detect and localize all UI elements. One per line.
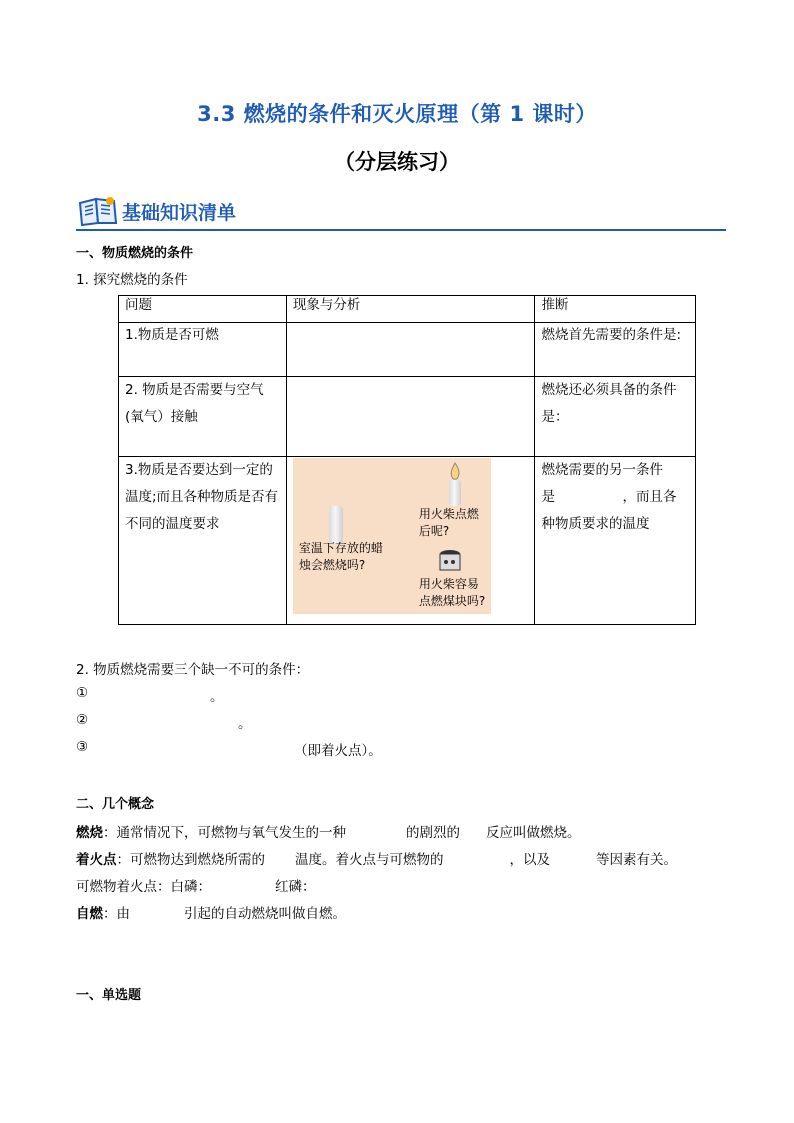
row2-analysis — [286, 377, 535, 457]
table-row — [119, 377, 696, 457]
caption-room-candle: 室温下存放的蜡烛会燃烧吗? — [298, 541, 383, 572]
section-heading-concepts: 二、几个概念 — [76, 797, 155, 812]
flame-icon — [448, 462, 462, 482]
table-row — [119, 323, 696, 377]
condition-2-end: 。 — [238, 716, 252, 732]
banner-divider — [76, 229, 726, 231]
coal-stove-icon — [437, 548, 463, 574]
header-inference: 推断 — [535, 296, 696, 323]
section-heading-single-choice: 一、单选题 — [76, 988, 142, 1003]
table-header-row — [119, 296, 696, 323]
row3-analysis — [286, 457, 535, 625]
row2-inference: 燃烧还必须具备的条件是： — [535, 377, 696, 457]
row1-analysis — [286, 323, 535, 377]
condition-3-mark: ③ — [76, 739, 89, 755]
experiment-table — [118, 295, 696, 625]
header-question: 问题 — [119, 296, 287, 323]
row3-question: 3.物质是否要达到一定的温度;而且各种物质是否有不同的温度要求 — [119, 457, 287, 625]
book-icon — [76, 195, 120, 227]
section-banner — [76, 193, 726, 231]
condition-1-end: 。 — [210, 689, 224, 705]
page-title: 3.3 燃烧的条件和灭火原理（第 1 课时） — [197, 102, 597, 126]
row1-inference: 燃烧首先需要的条件是: — [535, 323, 696, 377]
experiment-illustration — [293, 458, 491, 614]
condition-3-end: （即着火点）。 — [294, 743, 382, 759]
section-heading-conditions: 一、物质燃烧的条件 — [76, 246, 194, 261]
concept-spontaneous: 自燃：由 引起的自动燃烧叫做自燃。 — [76, 906, 346, 922]
caption-match-candle: 用火柴点燃后呢? — [418, 507, 479, 538]
row1-question: 1.物质是否可燃 — [119, 323, 287, 377]
table-row — [119, 457, 696, 625]
ignition-points-line: 可燃物着火点：白磷： 红磷： — [76, 879, 316, 895]
lit-candle-icon — [449, 480, 461, 506]
page-subtitle: （分层练习） — [334, 150, 460, 174]
row3-inference: 燃烧需要的另一条件是 ，而且各种物质要求的温度 — [535, 457, 696, 625]
concept-ignition-point: 着火点：可燃物达到燃烧所需的 温度。着火点与可燃物的 ，以及 等因素有关。 — [76, 852, 677, 868]
header-analysis: 现象与分析 — [286, 296, 535, 323]
section-banner-label: 基础知识清单 — [122, 202, 237, 224]
caption-coal: 用火柴容易点燃煤块吗? — [418, 577, 486, 608]
concept-combustion: 燃烧：通常情况下，可燃物与氧气发生的一种 的剧烈的 反应叫做燃烧。 — [76, 825, 581, 841]
item-explore-conditions: 1. 探究燃烧的条件 — [76, 272, 188, 288]
condition-2-mark: ② — [76, 712, 89, 728]
item-three-conditions: 2. 物质燃烧需要三个缺一不可的条件： — [76, 662, 310, 678]
row2-question: 2. 物质是否需要与空气(氧气）接触 — [119, 377, 287, 457]
unlit-candle-icon — [329, 506, 343, 544]
condition-1-mark: ① — [76, 685, 89, 701]
